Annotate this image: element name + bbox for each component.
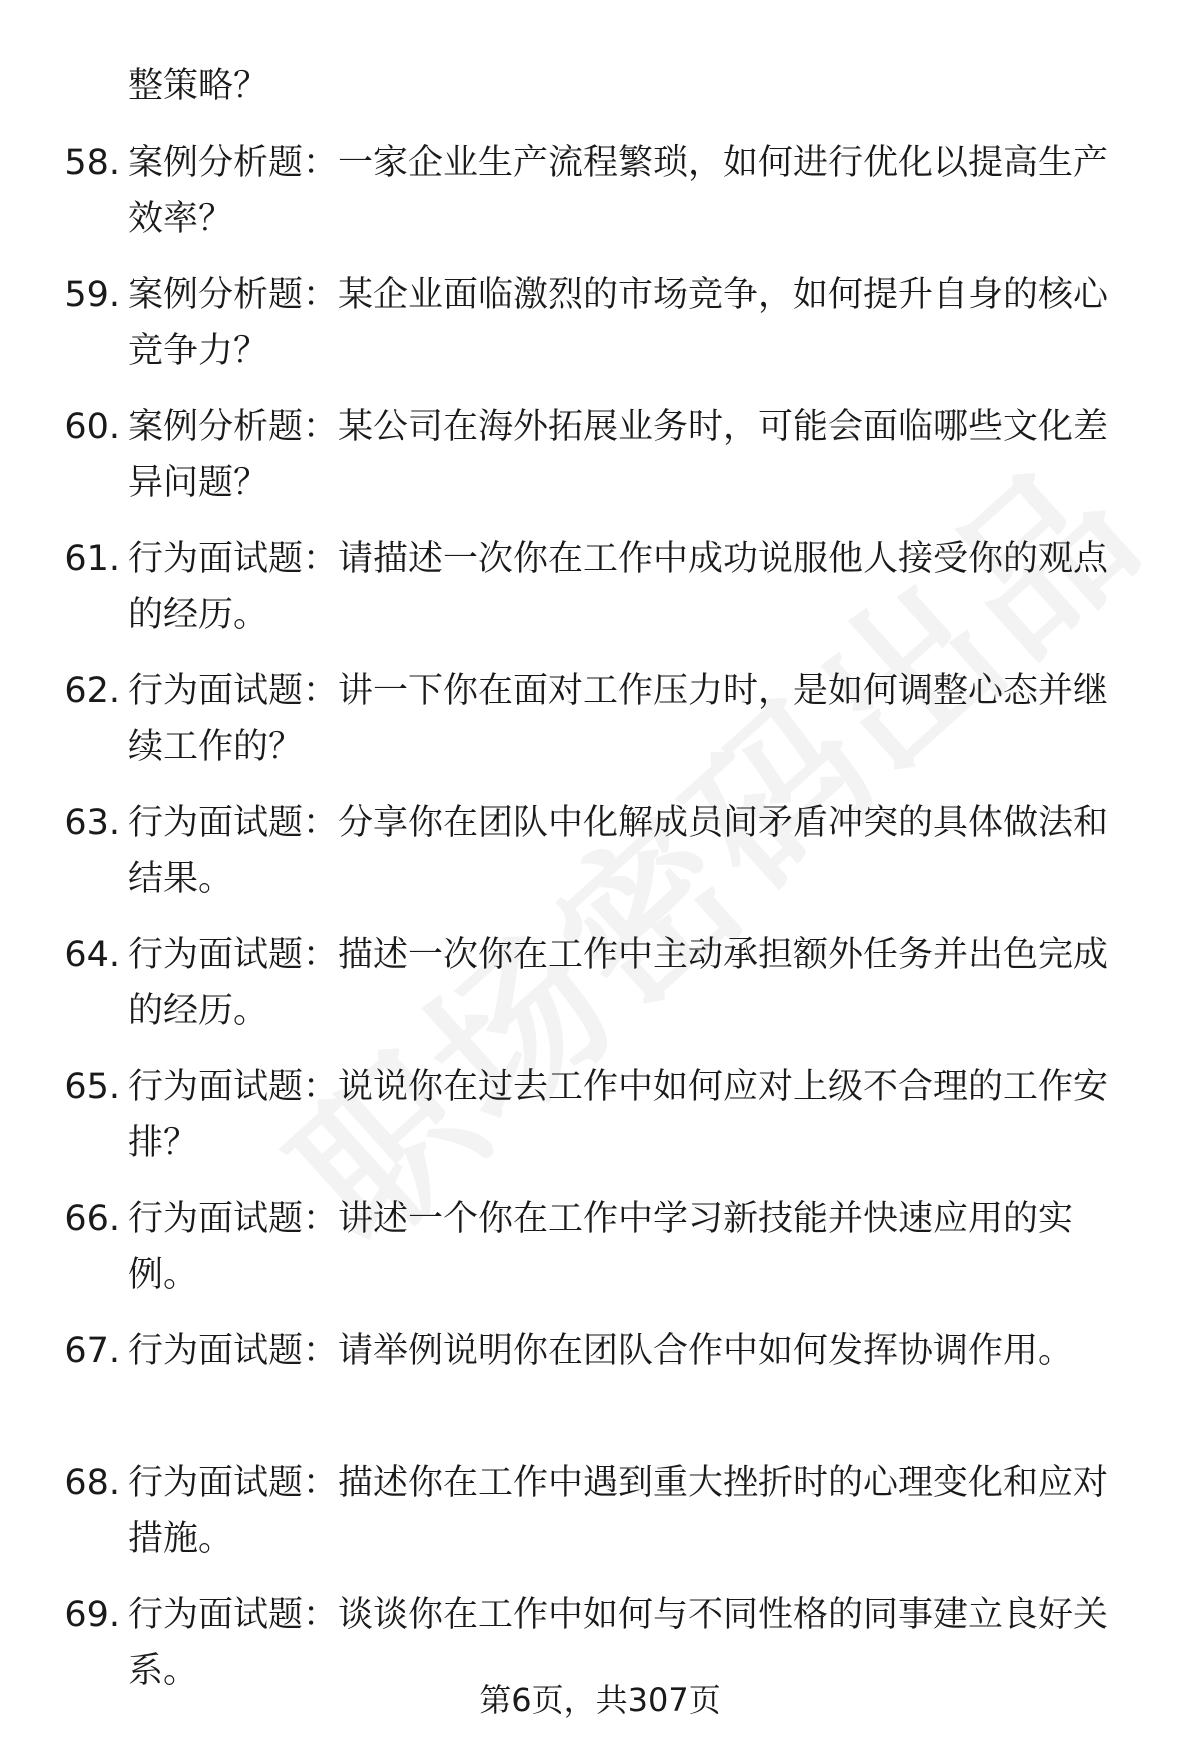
question-item bbox=[0, 1059, 1200, 1191]
question-number: 61. bbox=[64, 539, 120, 579]
question-number: 63. bbox=[64, 803, 120, 843]
question-list bbox=[0, 135, 1200, 1719]
question-number: 59. bbox=[64, 275, 120, 315]
question-item bbox=[0, 663, 1200, 795]
question-text: 行为面试题：请举例说明你在团队合作中如何发挥协调作用。 bbox=[128, 1331, 1074, 1371]
question-text: 案例分析题：一家企业生产流程繁琐，如何进行优化以提高生产效率？ bbox=[128, 143, 1109, 239]
question-number: 64. bbox=[64, 935, 120, 975]
question-item bbox=[0, 1191, 1200, 1323]
question-text: 行为面试题：请描述一次你在工作中成功说服他人接受你的观点的经历。 bbox=[128, 539, 1109, 635]
question-text: 行为面试题：描述一次你在工作中主动承担额外任务并出色完成的经历。 bbox=[128, 935, 1109, 1031]
question-item bbox=[0, 1455, 1200, 1587]
question-item bbox=[0, 927, 1200, 1059]
question-text: 行为面试题：讲一下你在面对工作压力时，是如何调整心态并继续工作的？ bbox=[128, 671, 1109, 767]
question-text: 行为面试题：谈谈你在工作中如何与不同性格的同事建立良好关系。 bbox=[128, 1595, 1109, 1691]
question-item bbox=[0, 399, 1200, 531]
question-item bbox=[0, 1323, 1200, 1455]
question-text: 行为面试题：分享你在团队中化解成员间矛盾冲突的具体做法和结果。 bbox=[128, 803, 1109, 899]
question-text: 行为面试题：描述你在工作中遇到重大挫折时的心理变化和应对措施。 bbox=[128, 1463, 1109, 1559]
question-text: 案例分析题：某公司在海外拓展业务时，可能会面临哪些文化差异问题？ bbox=[128, 407, 1109, 503]
question-number: 66. bbox=[64, 1199, 120, 1239]
question-item bbox=[0, 267, 1200, 399]
question-number: 67. bbox=[64, 1331, 120, 1371]
continuation-text: 整策略？ bbox=[128, 66, 269, 106]
question-number: 65. bbox=[64, 1067, 120, 1107]
question-item bbox=[0, 531, 1200, 663]
question-number: 68. bbox=[64, 1463, 120, 1503]
question-item bbox=[0, 135, 1200, 267]
question-text: 案例分析题：某企业面临激烈的市场竞争，如何提升自身的核心竞争力？ bbox=[128, 275, 1109, 371]
page-footer: 第6页，共307页 bbox=[479, 1681, 721, 1719]
question-item bbox=[0, 795, 1200, 927]
question-text: 行为面试题：讲述一个你在工作中学习新技能并快速应用的实例。 bbox=[128, 1199, 1074, 1295]
question-number: 69. bbox=[64, 1595, 120, 1635]
question-number: 58. bbox=[64, 143, 120, 183]
question-number: 60. bbox=[64, 407, 120, 447]
question-number: 62. bbox=[64, 671, 120, 711]
question-text: 行为面试题：说说你在过去工作中如何应对上级不合理的工作安排？ bbox=[128, 1067, 1109, 1163]
